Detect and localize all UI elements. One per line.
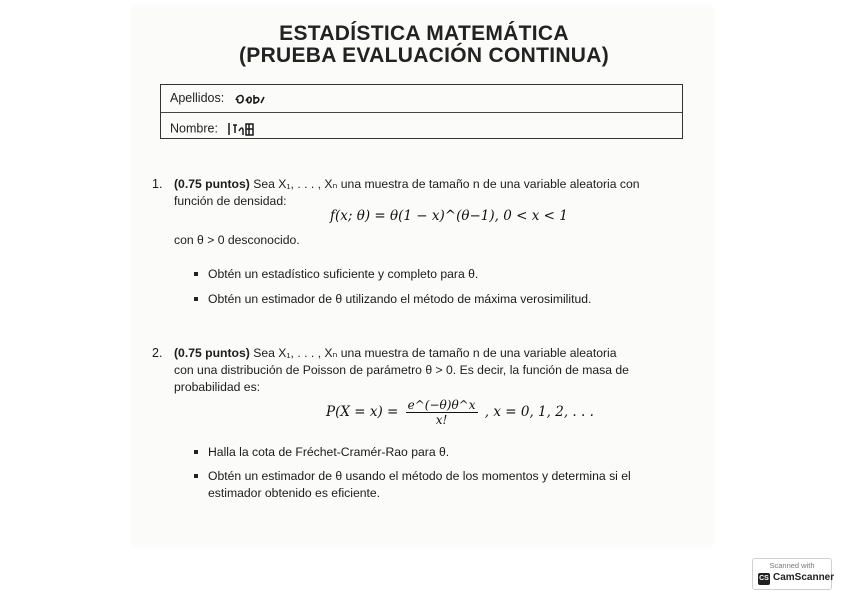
camscanner-watermark bbox=[752, 558, 835, 590]
surname-handwriting bbox=[234, 92, 266, 106]
q2-number: 2. bbox=[152, 346, 163, 360]
q1-text-2: función de densidad: bbox=[174, 194, 287, 208]
q2-points: (0.75 puntos) bbox=[174, 346, 250, 360]
q2-formula-numerator: e^(−θ)θ^x bbox=[407, 398, 476, 412]
scanned-with-text: Scanned with bbox=[769, 561, 815, 570]
q1-bullet-1: Obtén un estadístico suficiente y completo para θ. bbox=[208, 267, 479, 281]
q2-bullet-1: Halla la cota de Fréchet-Cramér-Rao para θ. bbox=[208, 445, 450, 459]
surname-row bbox=[170, 91, 266, 106]
q2-text-2: con una distribución de Poisson de parámetro θ > 0. Es decir, la función de masa de bbox=[174, 363, 629, 377]
q2-pmf-formula bbox=[326, 398, 594, 427]
name-label: Nombre: bbox=[170, 121, 218, 136]
q1-bullet-2: Obtén un estimador de θ utilizando el método de máxima verosimilitud. bbox=[208, 292, 592, 306]
name-handwriting bbox=[227, 121, 257, 137]
q1-density-formula: f(x; θ) = θ(1 − x)^(θ−1), 0 < x < 1 bbox=[330, 208, 568, 224]
q2-intro bbox=[174, 345, 714, 362]
q1-condition: con θ > 0 desconocido. bbox=[174, 233, 300, 247]
exam-subtitle: (PRUEBA EVALUACIÓN CONTINUA) bbox=[238, 44, 610, 67]
q2-formula-lhs: P(X = x) = bbox=[326, 404, 399, 420]
q1-text: Sea X₁, . . . , Xₙ una muestra de tamaño n de una variable aleatoria con bbox=[253, 177, 640, 191]
q2-formula-denominator: x! bbox=[435, 413, 448, 427]
camscanner-brand: CamScanner bbox=[773, 572, 835, 583]
q1-points: (0.75 puntos) bbox=[174, 177, 250, 191]
exam-title: ESTADÍSTICA MATEMÁTICA bbox=[279, 22, 569, 45]
surname-label: Apellidos: bbox=[170, 91, 225, 105]
name-row bbox=[170, 121, 257, 137]
q2-bullet-2: Obtén un estimador de θ usando el método de los momentos y determina si el bbox=[208, 469, 631, 483]
q2-text-1: Sea X₁, . . . , Xₙ una muestra de tamaño n de una variable aleatoria bbox=[253, 346, 617, 360]
q2-bullet-2-cont: estimador obtenido es eficiente. bbox=[208, 486, 381, 500]
q1-number: 1. bbox=[152, 177, 163, 191]
q2-formula-rhs: , x = 0, 1, 2, . . . bbox=[484, 404, 594, 420]
box-divider bbox=[161, 112, 682, 113]
q2-formula-fraction bbox=[406, 398, 478, 427]
q1-intro bbox=[174, 176, 714, 193]
camscanner-logo-icon: CS bbox=[758, 573, 770, 585]
student-id-box bbox=[160, 84, 683, 139]
q2-text-3: probabilidad es: bbox=[174, 380, 261, 394]
